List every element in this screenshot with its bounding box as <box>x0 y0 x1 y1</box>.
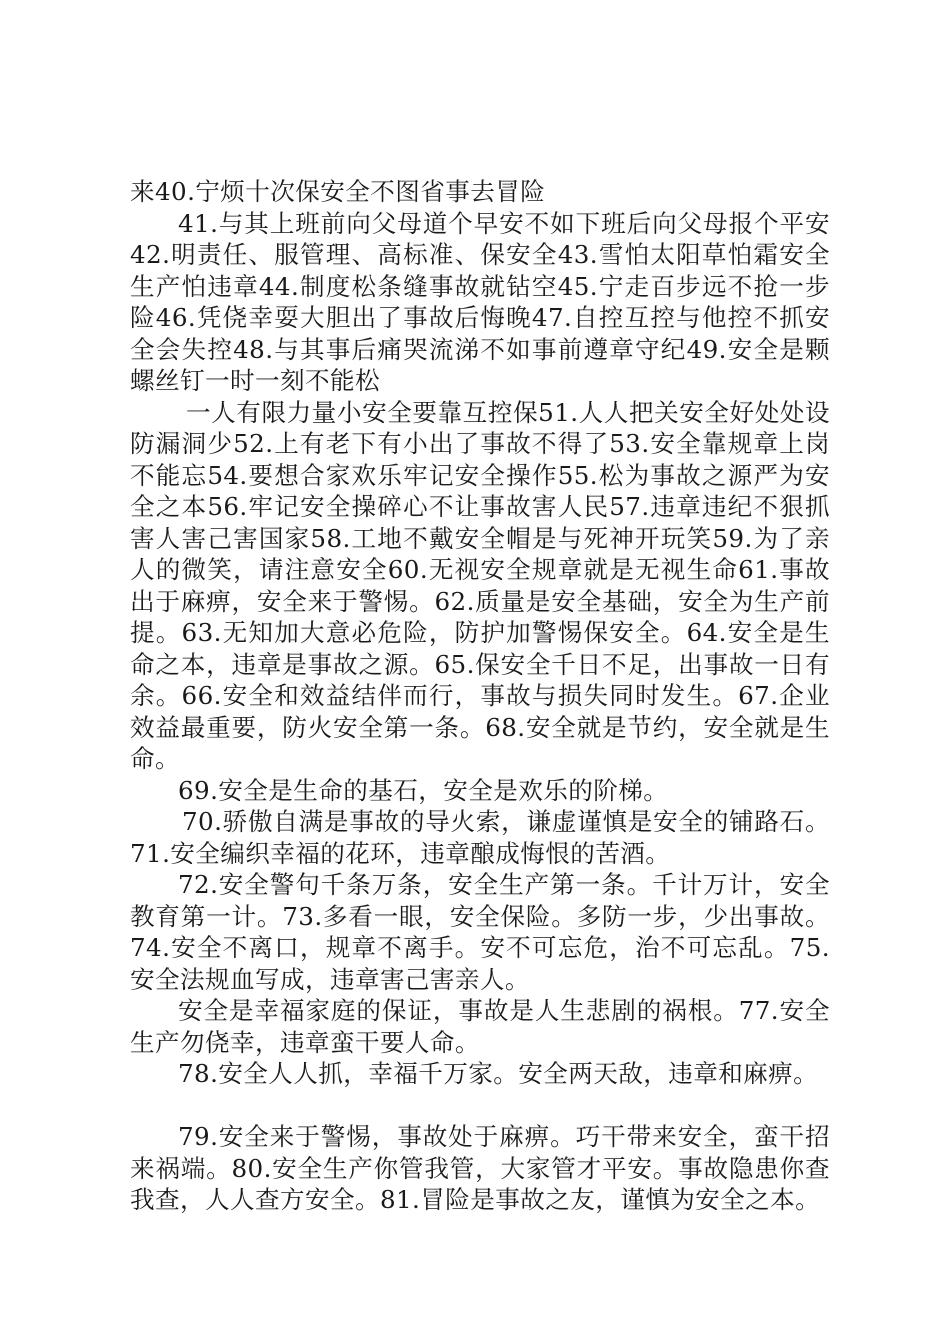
paragraph-3: 一人有限力量小安全要靠互控保51.人人把关安全好处处设防漏洞少52.上有老下有小出了事故不得了53.安全靠规章上岗不能忘54.要想合家欢乐牢记安全操作55.松为事故之源严为安全之本56.牢记安全操碎心不让事故害人民57.违章违纪不狠抓害人害己害国家58.工地不戴安全帽是与死神开玩笑59.为了亲人的微笑，请注意安全60.无视安全规章就是无视生命61.事故出于麻痹，安全来于警惕。62.质量是安全基础，安全为生产前提。63.无知加大意必危险，防护加警惕保安全。64.安全是生命之本，违章是事故之源。65.保安全千日不足，出事故一日有余。66.安全和效益结伴而行，事故与损失同时发生。67.企业效益最重要，防火安全第一条。68.安全就是节约，安全就是生命。 <box>130 397 830 773</box>
paragraph-1: 来40.宁烦十次保安全不图省事去冒险 <box>130 177 546 206</box>
paragraph-4: 69.安全是生命的基石，安全是欢乐的阶梯。 <box>178 775 669 805</box>
paragraph-7: 安全是幸福家庭的保证，事故是人生悲剧的祸根。77.安全生产勿侥幸，违章蛮干要人命。 <box>130 996 830 1057</box>
blank-line <box>130 1090 830 1122</box>
paragraph-2: 41.与其上班前向父母道个早安不如下班后向父母报个平安42.明责任、服管理、高标准、保安全43.雪怕太阳草怕霜安全生产怕违章44.制度松条缝事故就钻空45.宁走百步远不抢一步险46.凭侥幸耍大胆出了事故后悔晚47.自控互控与他控不抓安全会失控48.与其事后痛哭流涕不如事前遵章守纪49.安全是颗螺丝钉一时一刻不能松 <box>130 208 830 395</box>
paragraph-6: 72.安全警句千条万条，安全生产第一条。千计万计，安全教育第一计。73.多看一眼，安全保险。多防一步，少出事故。74.安全不离口，规章不离手。安不可忘危，治不可忘乱。75.安全法规血写成，违章害己害亲人。 <box>130 870 830 994</box>
document-body <box>130 176 830 1216</box>
paragraph-8: 78.安全人人抓，幸福千万家。安全两天敌，违章和麻痹。 <box>178 1059 819 1088</box>
paragraph-5: 70.骄傲自满是事故的导火索，谦虚谨慎是安全的铺路石。71.安全编织幸福的花环，违章酿成悔恨的苦酒。 <box>130 807 830 868</box>
paragraph-9: 79.安全来于警惕，事故处于麻痹。巧干带来安全，蛮干招来祸端。80.安全生产你管我管，大家管才平安。事故隐患你查我查，人人查方安全。81.冒险是事故之友，谨慎为安全之本。 <box>130 1122 830 1214</box>
